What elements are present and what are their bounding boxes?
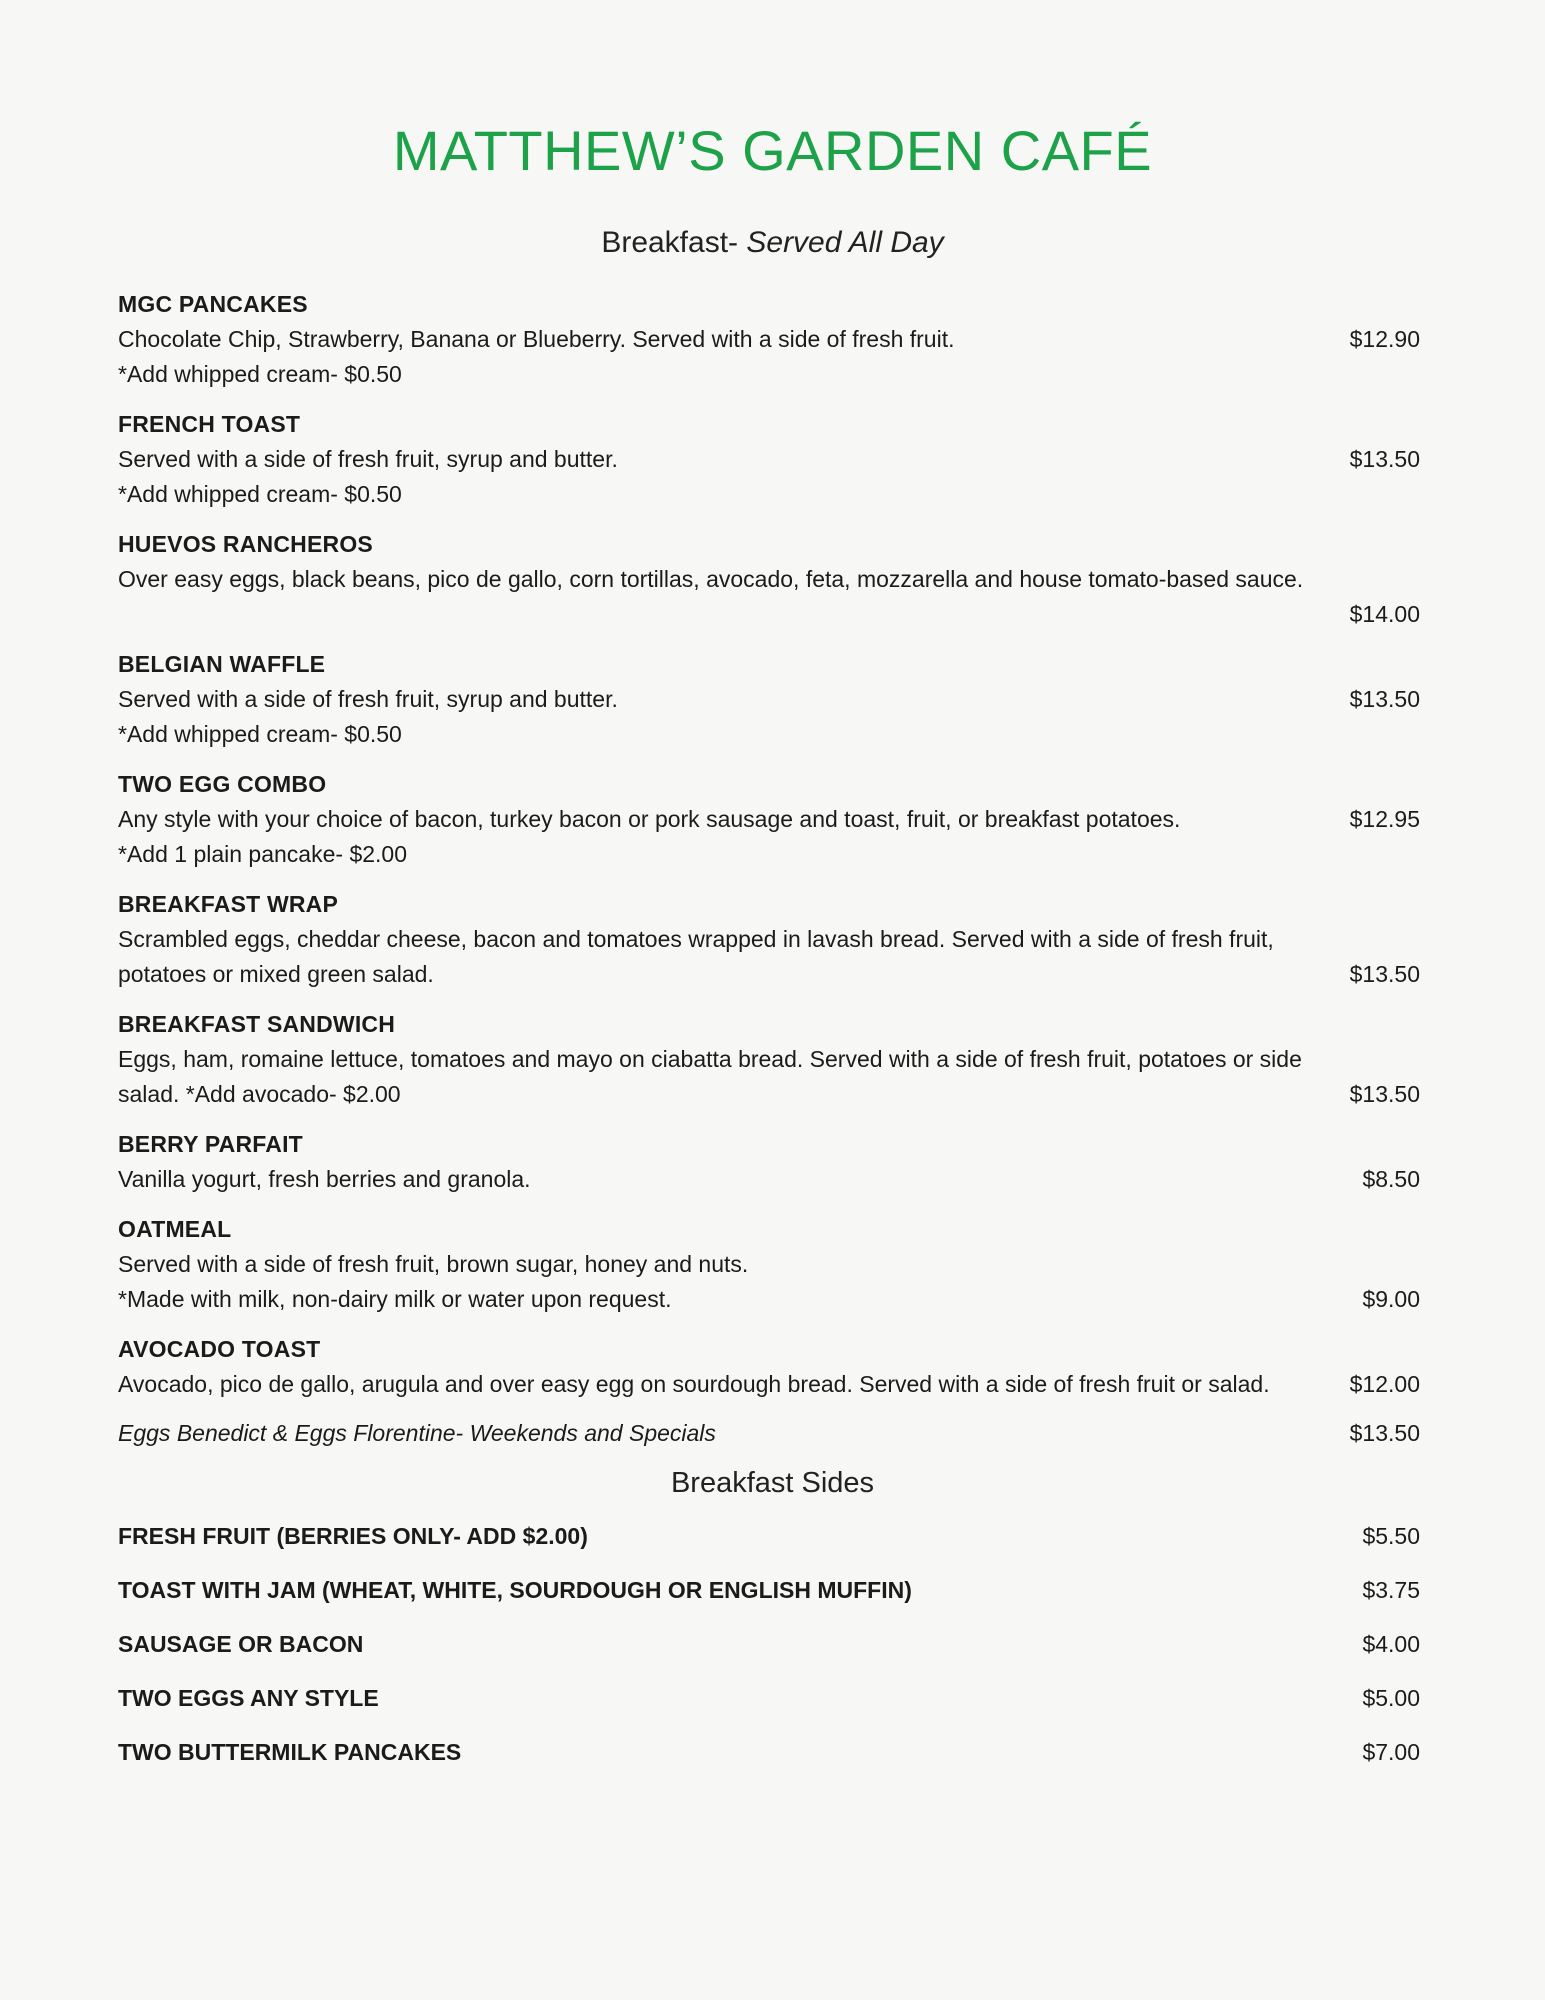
menu-item-belgian-waffle xyxy=(118,646,1420,752)
menu-item-huevos-rancheros xyxy=(118,526,1420,632)
side-price: $5.00 xyxy=(1362,1685,1420,1711)
item-note: *Add whipped cream- $0.50 xyxy=(118,721,402,747)
item-note: *Add whipped cream- $0.50 xyxy=(118,361,402,387)
item-name: BELGIAN WAFFLE xyxy=(118,651,326,677)
side-price: $3.75 xyxy=(1362,1577,1420,1603)
menu-item-mgc-pancakes xyxy=(118,286,1420,392)
item-name: BREAKFAST WRAP xyxy=(118,891,339,917)
menu-item-avocado-toast xyxy=(118,1331,1420,1402)
item-price: $13.50 xyxy=(1349,961,1420,987)
item-description: Over easy eggs, black beans, pico de gallo, corn tortillas, avocado, feta, mozzarella and house tomato-based sauce. xyxy=(118,566,1304,592)
item-price: $13.50 xyxy=(1349,686,1420,712)
item-name: OATMEAL xyxy=(118,1216,232,1242)
menu-item-berry-parfait xyxy=(118,1126,1420,1197)
special-text: Eggs Benedict & Eggs Florentine- Weekends and Specials xyxy=(118,1420,716,1446)
item-description-line1: Served with a side of fresh fruit, brown sugar, honey and nuts. xyxy=(118,1251,749,1277)
side-name: TOAST WITH JAM (WHEAT, WHITE, SOURDOUGH OR ENGLISH MUFFIN) xyxy=(118,1577,912,1603)
side-name: TWO EGGS ANY STYLE xyxy=(118,1685,379,1711)
item-name: AVOCADO TOAST xyxy=(118,1336,321,1362)
item-name: FRENCH TOAST xyxy=(118,411,301,437)
menu-item-oatmeal xyxy=(118,1211,1420,1317)
item-description-line1: Eggs, ham, romaine lettuce, tomatoes and mayo on ciabatta bread. Served with a side of fresh fruit, potatoes or side xyxy=(118,1046,1302,1072)
item-price: $14.00 xyxy=(1349,601,1420,627)
item-name: MGC PANCAKES xyxy=(118,291,308,317)
item-price: $9.00 xyxy=(1362,1286,1420,1312)
breakfast-menu xyxy=(118,286,1420,1788)
weekend-special xyxy=(118,1416,1420,1451)
special-price: $13.50 xyxy=(1349,1420,1420,1446)
item-description: Chocolate Chip, Strawberry, Banana or Blueberry. Served with a side of fresh fruit. xyxy=(118,326,955,352)
item-name: TWO EGG COMBO xyxy=(118,771,327,797)
item-description-line2: salad. *Add avocado- $2.00 xyxy=(118,1081,401,1107)
side-name: FRESH FRUIT (BERRIES ONLY- ADD $2.00) xyxy=(118,1523,588,1549)
side-item xyxy=(118,1626,1420,1662)
item-price: $13.50 xyxy=(1349,1081,1420,1107)
side-price: $7.00 xyxy=(1362,1739,1420,1765)
side-item xyxy=(118,1572,1420,1608)
item-price: $12.95 xyxy=(1349,806,1420,832)
item-description-line1: Scrambled eggs, cheddar cheese, bacon and tomatoes wrapped in lavash bread. Served with a side of fresh fruit, xyxy=(118,926,1274,952)
menu-item-french-toast xyxy=(118,406,1420,512)
item-description: Served with a side of fresh fruit, syrup and butter. xyxy=(118,686,618,712)
subtitle-main: Breakfast- xyxy=(601,226,747,259)
menu-item-breakfast-wrap xyxy=(118,886,1420,992)
menu-item-two-egg-combo xyxy=(118,766,1420,872)
item-note: *Add whipped cream- $0.50 xyxy=(118,481,402,507)
item-price: $13.50 xyxy=(1349,446,1420,472)
menu-item-breakfast-sandwich xyxy=(118,1006,1420,1112)
item-name: BREAKFAST SANDWICH xyxy=(118,1011,396,1037)
side-item xyxy=(118,1680,1420,1716)
side-name: SAUSAGE OR BACON xyxy=(118,1631,364,1657)
subtitle-italic: Served All Day xyxy=(746,226,944,259)
cafe-title: MATTHEW’S GARDEN CAFÉ xyxy=(392,119,1153,182)
item-description: Avocado, pico de gallo, arugula and over easy egg on sourdough bread. Served with a side of fresh fruit or salad. xyxy=(118,1371,1270,1397)
breakfast-subtitle xyxy=(0,226,1545,260)
item-price: $12.90 xyxy=(1349,326,1420,352)
side-item xyxy=(118,1518,1420,1554)
item-description: Served with a side of fresh fruit, syrup and butter. xyxy=(118,446,618,472)
side-price: $5.50 xyxy=(1362,1523,1420,1549)
item-description: Any style with your choice of bacon, turkey bacon or pork sausage and toast, fruit, or breakfast potatoes. xyxy=(118,806,1181,832)
sides-title: Breakfast Sides xyxy=(670,1467,875,1499)
item-price: $8.50 xyxy=(1362,1166,1420,1192)
item-description: Vanilla yogurt, fresh berries and granola. xyxy=(118,1166,531,1192)
item-name: HUEVOS RANCHEROS xyxy=(118,531,373,557)
side-price: $4.00 xyxy=(1362,1631,1420,1657)
item-description-line2: *Made with milk, non-dairy milk or water upon request. xyxy=(118,1286,672,1312)
item-note: *Add 1 plain pancake- $2.00 xyxy=(118,841,407,867)
item-name: BERRY PARFAIT xyxy=(118,1131,303,1157)
side-name: TWO BUTTERMILK PANCAKES xyxy=(118,1739,462,1765)
item-description-line2: potatoes or mixed green salad. xyxy=(118,961,434,987)
item-price: $12.00 xyxy=(1349,1371,1420,1397)
side-item xyxy=(118,1734,1420,1770)
